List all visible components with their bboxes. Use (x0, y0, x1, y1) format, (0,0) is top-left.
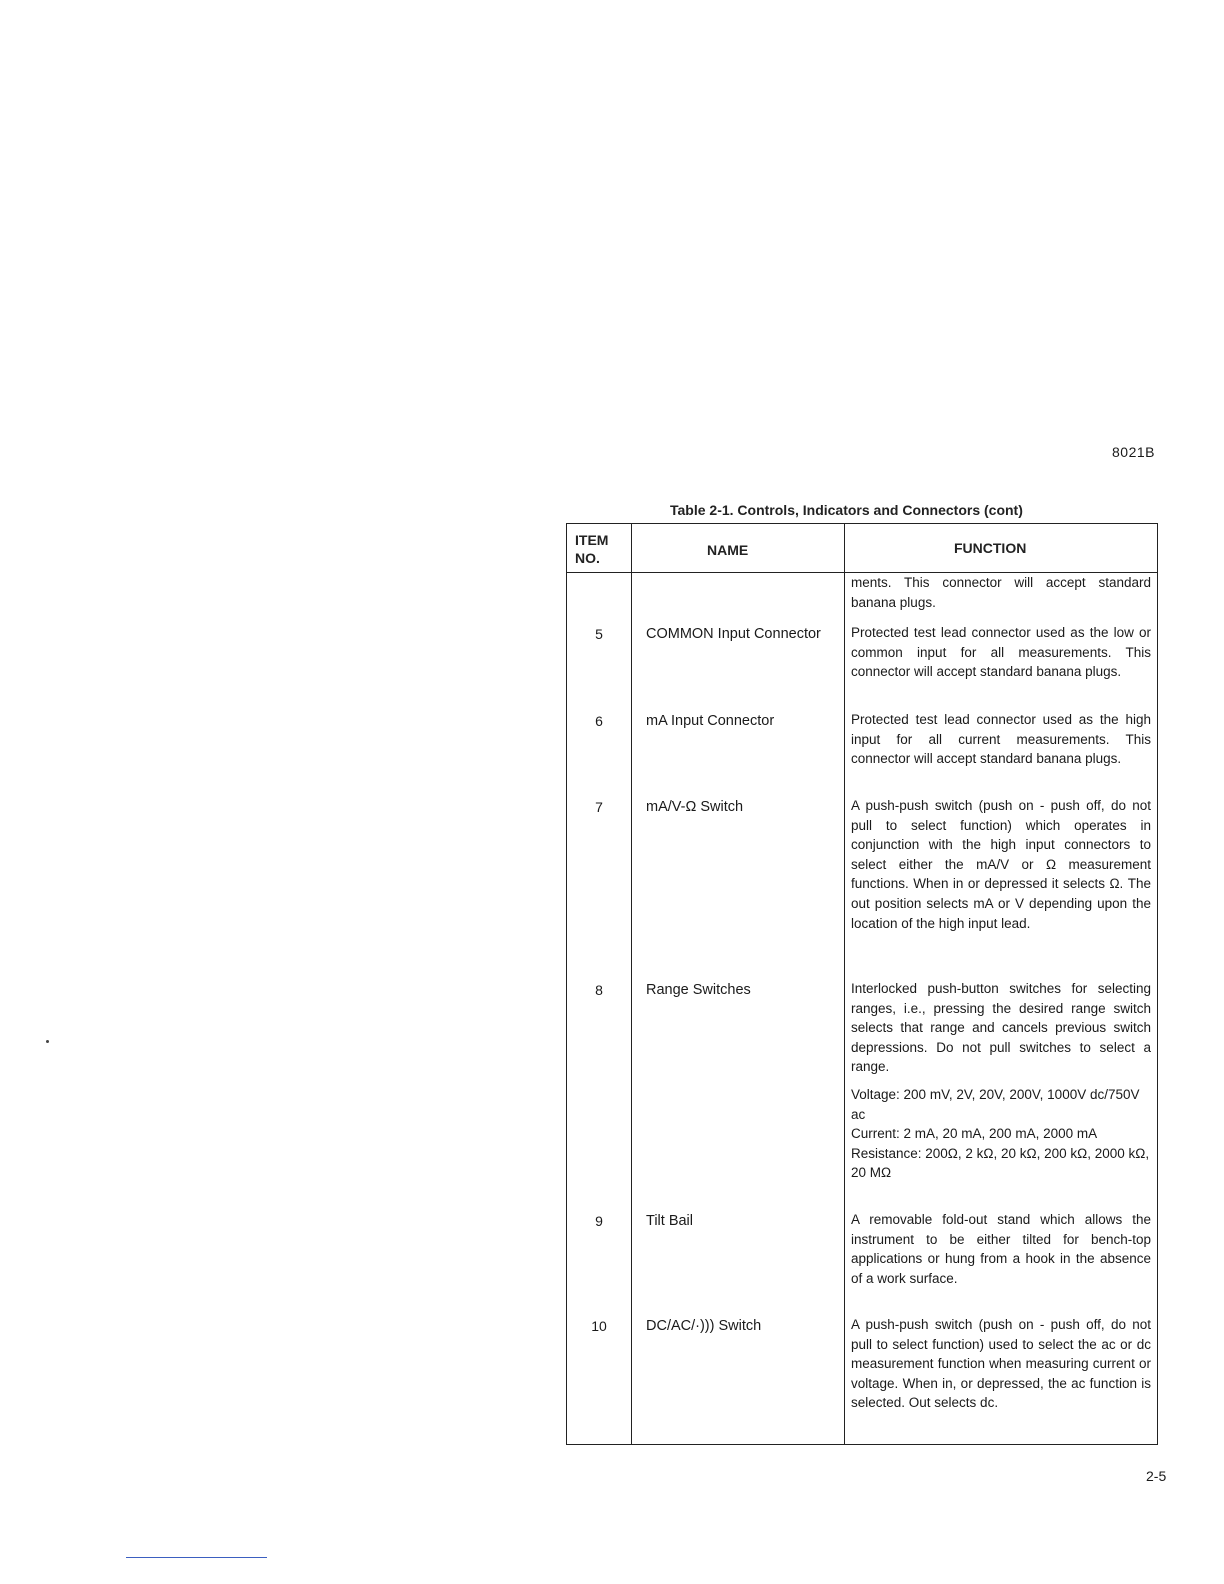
function-text: Protected test lead connector used as the low or common input for all measurements. This connector will accept standard banana plugs. (851, 625, 1151, 680)
item-number: 7 (595, 799, 603, 815)
function-text: A push-push switch (push on - push off, do not pull to select function) used to select the ac or dc measurement function when measuring current or voltage. When in, or depressed, the ac function is selected. Out selects dc. (851, 1317, 1151, 1411)
resistance-ranges: Resistance: 200Ω, 2 kΩ, 20 kΩ, 200 kΩ, 2000 kΩ, 20 MΩ (851, 1145, 1150, 1181)
function-text: Interlocked push-button switches for selecting ranges, i.e., pressing the desired range switch selects that range and cancels previous switch depressions. Do not pull switches to select a range. (851, 981, 1151, 1075)
item-name: COMMON Input Connector (646, 626, 821, 642)
controls-table (566, 523, 1158, 1445)
column-header-item-no (575, 531, 625, 567)
item-number: 6 (595, 713, 603, 729)
column-header-function: FUNCTION (954, 540, 1027, 556)
function-text: Protected test lead connector used as the high input for all current measurements. This connector will accept standard banana plugs. (851, 712, 1151, 767)
footer-divider (126, 1557, 267, 1558)
table-caption: Table 2-1. Controls, Indicators and Connectors (cont) (670, 502, 1023, 518)
column-divider (844, 524, 845, 1444)
item-number: 10 (591, 1318, 607, 1334)
item-number: 9 (595, 1213, 603, 1229)
item-name: mA/V-Ω Switch (646, 799, 744, 815)
item-number: 5 (595, 626, 603, 642)
function-cell (851, 1210, 1151, 1288)
function-cell (851, 623, 1151, 682)
item-name: Tilt Bail (646, 1213, 693, 1229)
column-header-item-line2: NO. (575, 550, 600, 566)
function-cell (851, 1315, 1151, 1413)
document-id: 8021B (1112, 444, 1155, 460)
item-name: mA Input Connector (646, 713, 775, 729)
item-number: 8 (595, 982, 603, 998)
voltage-ranges: Voltage: 200 mV, 2V, 20V, 200V, 1000V dc/750V ac (851, 1086, 1140, 1122)
column-header-name: NAME (707, 542, 749, 558)
function-cell (851, 979, 1151, 1183)
function-text: ments. This connector will accept standard banana plugs. (851, 575, 1151, 610)
item-name: DC/AC/·))) Switch (646, 1318, 762, 1334)
function-cell (851, 573, 1151, 612)
column-header-item-line1: ITEM (575, 532, 609, 548)
current-ranges: Current: 2 mA, 20 mA, 200 mA, 2000 mA (851, 1126, 1098, 1142)
function-cell (851, 710, 1151, 769)
function-cell (851, 796, 1151, 933)
function-text: A push-push switch (push on - push off, do not pull to select function) which operates in conjunction with the high input connectors to select either the mA/V or Ω measurement functions. When in or depressed it selects Ω. The out position selects mA or V depending upon the location of the high input lead. (851, 798, 1151, 931)
scan-speck (46, 1040, 49, 1043)
function-text: A removable fold-out stand which allows the instrument to be either tilted for bench-top applications or hung from a hook in the absence of a work surface. (851, 1212, 1151, 1286)
item-name: Range Switches (646, 982, 751, 998)
page-number: 2-5 (1146, 1468, 1167, 1484)
column-divider (631, 524, 632, 1444)
